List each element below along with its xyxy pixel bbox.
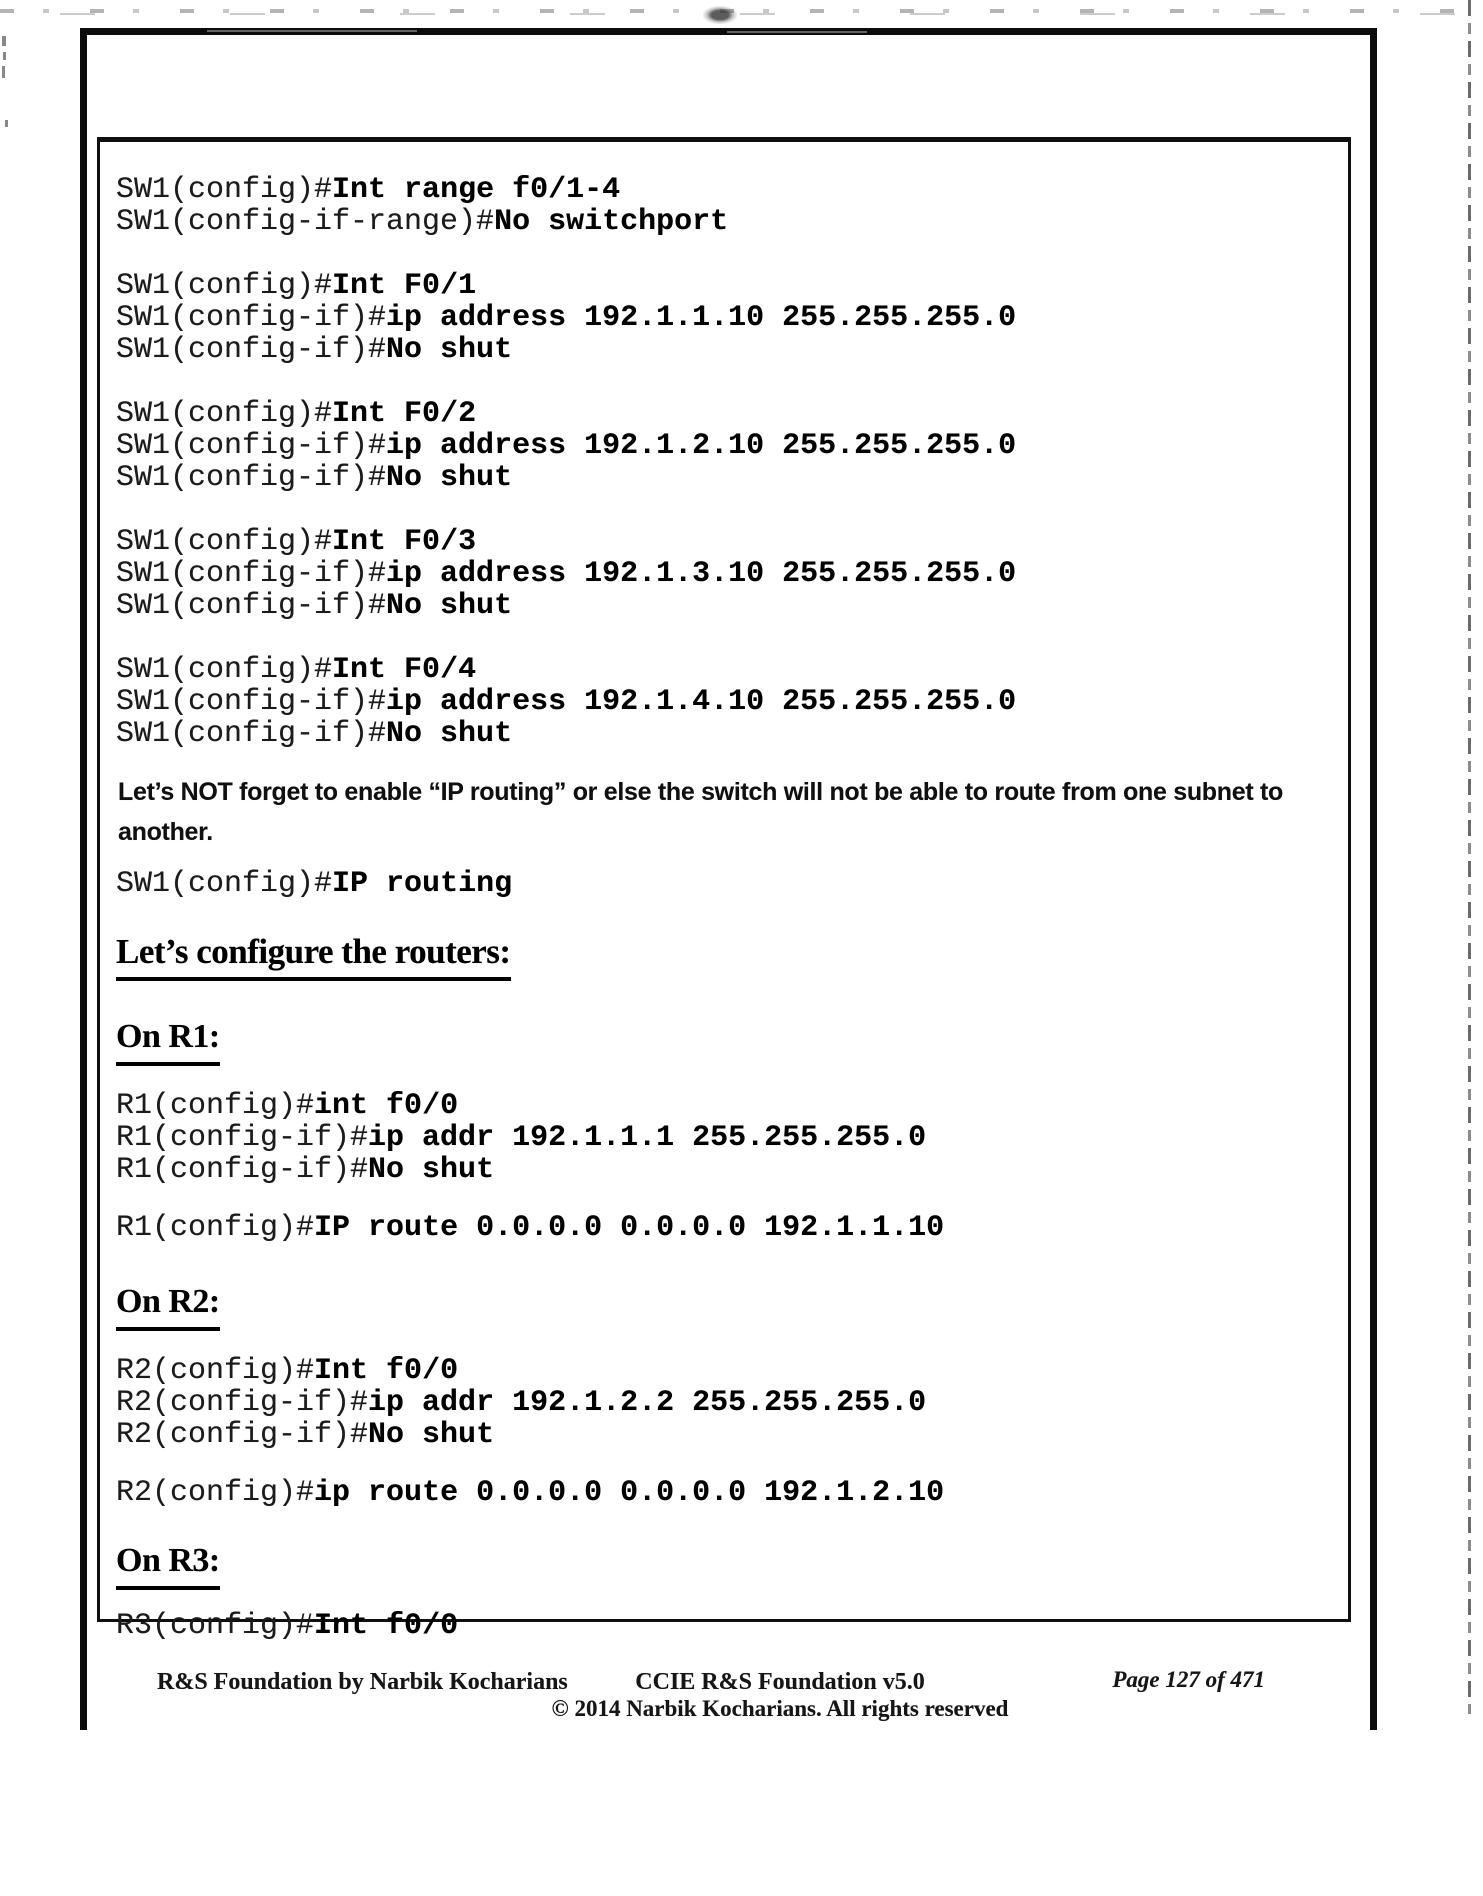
code-command: ip address 192.1.1.10 255.255.255.0 (386, 301, 1017, 335)
code-block-sw-f03 (116, 526, 1330, 622)
code-command: IP routing (332, 867, 513, 901)
code-line (116, 462, 1330, 494)
heading-on-r2: On R2: (116, 1280, 1330, 1331)
code-command: Int range f0/1-4 (332, 173, 621, 207)
code-command: ip route 0.0.0.0 0.0.0.0 192.1.2.10 (314, 1476, 945, 1510)
code-line (116, 1355, 1330, 1387)
config-text-box (97, 137, 1351, 1643)
code-prompt: SW1(config-if)# (116, 717, 387, 751)
code-block-r1-route (116, 1212, 1330, 1244)
code-line (116, 1387, 1330, 1419)
code-prompt: R1(config)# (116, 1211, 315, 1245)
code-command: Int f0/0 (314, 1354, 459, 1388)
code-block-r2 (116, 1355, 1330, 1451)
code-line (116, 526, 1330, 558)
code-prompt: SW1(config-if)# (116, 461, 387, 495)
code-line (116, 686, 1330, 718)
code-command: No shut (368, 1153, 495, 1187)
code-line (116, 1122, 1330, 1154)
code-block-r1 (116, 1090, 1330, 1186)
code-command: ip addr 192.1.1.1 255.255.255.0 (368, 1121, 927, 1155)
code-block-sw-f04 (116, 654, 1330, 750)
code-line (116, 1610, 1330, 1642)
code-line (116, 398, 1330, 430)
code-command: No shut (368, 1418, 495, 1452)
frame-streak (727, 31, 867, 33)
code-prompt: SW1(config)# (116, 525, 333, 559)
heading-on-r3: On R3: (116, 1539, 1330, 1590)
code-command: No shut (386, 461, 513, 495)
code-prompt: SW1(config)# (116, 653, 333, 687)
code-line (116, 1154, 1330, 1186)
code-line (116, 590, 1330, 622)
code-prompt: SW1(config-if)# (116, 685, 387, 719)
code-prompt: SW1(config)# (116, 397, 333, 431)
code-prompt: SW1(config-if)# (116, 589, 387, 623)
code-line (116, 174, 1330, 206)
code-command: ip addr 192.1.2.2 255.255.255.0 (368, 1386, 927, 1420)
code-prompt: R2(config)# (116, 1476, 315, 1510)
code-command: ip address 192.1.2.10 255.255.255.0 (386, 429, 1017, 463)
code-prompt: SW1(config-if)# (116, 557, 387, 591)
scan-speck (2, 36, 6, 46)
code-line (116, 558, 1330, 590)
code-prompt: R1(config-if)# (116, 1153, 369, 1187)
note-paragraph (118, 772, 1330, 852)
footer-copyright: © 2014 Narbik Kocharians. All rights reserved (551, 1696, 1009, 1721)
code-command: No switchport (494, 205, 729, 239)
code-command: Int F0/3 (332, 525, 477, 559)
code-command: ip address 192.1.3.10 255.255.255.0 (386, 557, 1017, 591)
code-block-r2-route (116, 1477, 1330, 1509)
code-prompt: SW1(config)# (116, 867, 333, 901)
code-block-ip-routing (116, 868, 1330, 900)
scan-speck (2, 66, 5, 78)
code-line (116, 1477, 1330, 1509)
code-command: No shut (386, 717, 513, 751)
code-command: Int F0/4 (332, 653, 477, 687)
code-command: No shut (386, 589, 513, 623)
code-prompt: SW1(config-if)# (116, 301, 387, 335)
code-line (116, 718, 1330, 750)
code-prompt: SW1(config)# (116, 269, 333, 303)
frame-streak (207, 30, 417, 32)
code-command: Int f0/0 (314, 1609, 459, 1643)
code-prompt: R3(config)# (116, 1609, 315, 1643)
code-command: IP route 0.0.0.0 0.0.0.0 192.1.1.10 (314, 1211, 945, 1245)
footer-page-number: Page 127 of 471 (1112, 1667, 1265, 1692)
scan-edge-artifact (1468, 0, 1471, 1714)
blank-line (116, 494, 1330, 526)
code-line (116, 1419, 1330, 1451)
blank-line (116, 366, 1330, 398)
code-prompt: R1(config-if)# (116, 1121, 369, 1155)
scan-speck (3, 52, 6, 60)
blank-line (116, 238, 1330, 270)
code-block-sw-f01 (116, 270, 1330, 366)
code-command: ip address 192.1.4.10 255.255.255.0 (386, 685, 1017, 719)
scan-noise-blob (703, 6, 737, 24)
code-block-sw-f02 (116, 398, 1330, 494)
note-line: Let’s NOT forget to enable “IP routing” or else the switch will not be able to route from one subnet to (118, 778, 1284, 806)
code-prompt: R2(config-if)# (116, 1386, 369, 1420)
code-prompt: SW1(config-if)# (116, 333, 387, 367)
code-line (116, 1212, 1330, 1244)
code-prompt: SW1(config-if)# (116, 429, 387, 463)
code-line (116, 206, 1330, 238)
code-prompt: R2(config)# (116, 1354, 315, 1388)
note-line: another. (118, 818, 213, 846)
code-line (116, 334, 1330, 366)
code-line (116, 302, 1330, 334)
code-block-sw-range (116, 174, 1330, 238)
footer-document-title: CCIE R&S Foundation v5.0 (635, 1669, 925, 1695)
code-prompt: R2(config-if)# (116, 1418, 369, 1452)
heading-configure-routers: Let’s configure the routers: (116, 930, 1330, 981)
footer-course-title: R&S Foundation by Narbik Kocharians (157, 1669, 568, 1695)
code-line (116, 1090, 1330, 1122)
code-line (116, 270, 1330, 302)
code-command: Int F0/1 (332, 269, 477, 303)
code-command: int f0/0 (314, 1089, 459, 1123)
scan-speck (5, 120, 8, 127)
blank-line (116, 622, 1330, 654)
code-command: No shut (386, 333, 513, 367)
scan-noise-line-2 (0, 13, 1483, 15)
code-line (116, 430, 1330, 462)
heading-on-r1: On R1: (116, 1015, 1330, 1066)
code-block-r3 (116, 1610, 1330, 1642)
code-line (116, 654, 1330, 686)
code-line (116, 868, 1330, 900)
code-prompt: SW1(config-if-range)# (116, 205, 495, 239)
code-command: Int F0/2 (332, 397, 477, 431)
code-prompt: R1(config)# (116, 1089, 315, 1123)
code-prompt: SW1(config)# (116, 173, 333, 207)
